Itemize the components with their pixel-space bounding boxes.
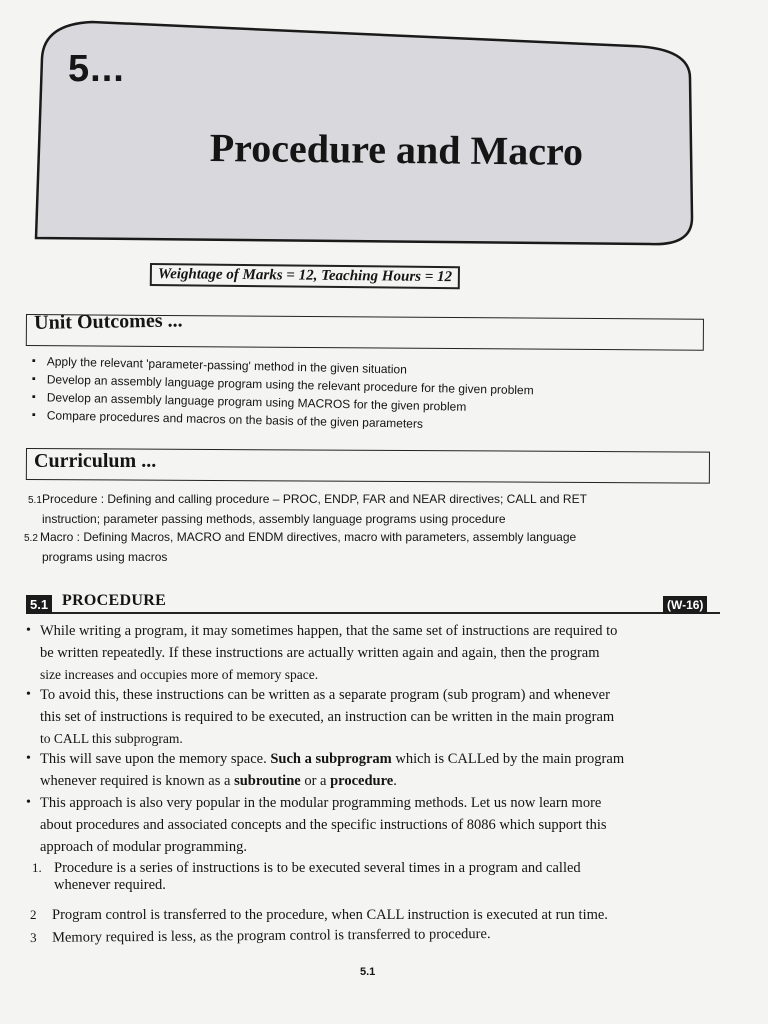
section-title: PROCEDURE — [62, 592, 167, 609]
chapter-number: 5... — [68, 48, 125, 90]
section-divider — [26, 612, 720, 614]
curriculum-heading: Curriculum ... — [34, 450, 157, 472]
outcome-item: ▪ Develop an assembly language program using MACROS for the given problem — [31, 390, 467, 414]
bullet-icon: ▪ — [31, 372, 36, 386]
curriculum-item: 5.1Procedure : Defining and calling procedure – PROC, ENDP, FAR and NEAR directives; CALL and RET instruction; parameter passing methods, assembly language programs using procedure — [28, 492, 587, 526]
unit-outcomes-heading: Unit Outcomes ... — [34, 309, 183, 334]
paragraph: • To avoid this, these instructions can be written as a separate program (sub program) and whenever this set of instructions is required to be executed, an instruction can be written in the main program to CALL this subprogram. — [26, 684, 726, 750]
section-number: 5.1 — [26, 595, 52, 614]
bullet-icon: • — [26, 795, 31, 810]
paragraph: • This approach is also very popular in the modular programming methods. Let us now learn more about procedures and associated concepts and the specific instructions of 8086 which support this approach of modular programming. — [26, 792, 726, 858]
exam-tag: (W-16) — [663, 596, 707, 614]
outcome-item: ▪ Apply the relevant 'parameter-passing' method in the given situation — [31, 354, 408, 377]
bullet-icon: • — [26, 687, 31, 702]
chapter-title: Procedure and Macro — [209, 124, 584, 174]
bullet-icon: • — [26, 751, 31, 766]
weightage-box: Weightage of Marks = 12, Teaching Hours = 12 — [150, 263, 460, 289]
paragraph: • This will save upon the memory space. Such a subprogram which is CALLed by the main program whenever required is known as a subroutine or a procedure. — [26, 748, 726, 792]
bullet-icon: ▪ — [31, 354, 36, 368]
page-number: 5.1 — [360, 966, 376, 978]
curriculum-item: 5.2 Macro : Defining Macros, MACRO and ENDM directives, macro with parameters, assembly language programs using macros — [24, 530, 577, 564]
outcome-item: ▪ Develop an assembly language program using the relevant procedure for the given problem — [31, 372, 534, 398]
numbered-item: 2 Program control is transferred to the procedure, when CALL instruction is executed at run time. — [30, 907, 608, 923]
bullet-icon: ▪ — [31, 408, 36, 422]
numbered-item: 1. Procedure is a series of instructions is to be executed several times in a program and called whenever required. — [32, 860, 581, 893]
numbered-item: 3 Memory required is less, as the program control is transferred to procedure. — [30, 925, 491, 946]
outcome-item: ▪ Compare procedures and macros on the basis of the given parameters — [31, 408, 424, 431]
paragraph: • While writing a program, it may sometimes happen, that the same set of instructions are required to be written repeatedly. If these instructions are actually written again and again, then the program size increases and occupies more of memory space. — [26, 620, 726, 686]
bullet-icon: • — [26, 623, 31, 638]
bullet-icon: ▪ — [31, 390, 36, 404]
